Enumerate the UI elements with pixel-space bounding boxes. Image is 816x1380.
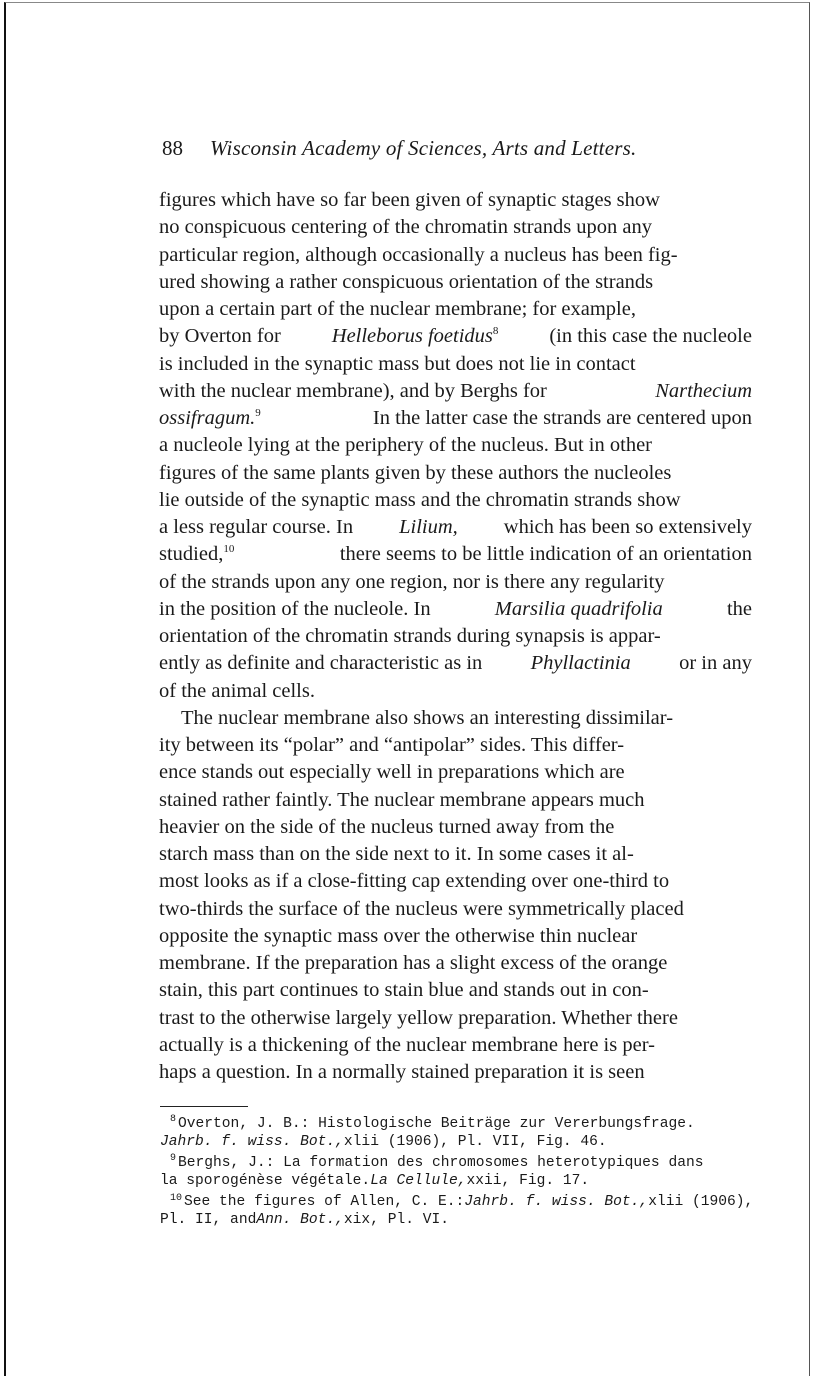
text-line: a less regular course. In Lilium, which has been so extensively bbox=[159, 514, 752, 541]
text-line: heavier on the side of the nucleus turned away from the bbox=[159, 815, 615, 838]
taxon-name: Marsilia quadrifolia bbox=[494, 597, 663, 620]
text-line: ossifragum.$^9$ In the latter case the strands are centered upon bbox=[159, 407, 752, 429]
text-line: trast to the otherwise largely yellow preparation. Whether there bbox=[159, 1006, 678, 1029]
footnote-ref: 10 bbox=[223, 543, 235, 556]
footnote-marker: 10 bbox=[170, 1192, 183, 1204]
text-line: membrane. If the preparation has a slight excess of the orange bbox=[159, 952, 668, 974]
text-line: starch mass than on the side next to it. In some cases it al- bbox=[159, 843, 634, 865]
footnote-8: $^8$ Overton, J. B.: Histologische Beiträge zur Vererbungsfrage. Jahrb. f. wiss. Bot., xlii (1906), Pl. VII, Fig. 46. bbox=[160, 1114, 695, 1150]
taxon-name: Helleborus foetidus bbox=[331, 325, 493, 348]
text-line: is included in the synaptic mass but does not lie in contact bbox=[159, 352, 636, 375]
footnote-9: $^9$ Berghs, J.: La formation des chromosomes heterotypiques dans la sporogénèse végétale. La Cellule, xxii, Fig. 17. bbox=[160, 1153, 704, 1189]
text-line: ity between its “polar” and “antipolar” sides. This differ- bbox=[159, 734, 625, 756]
text-line: ence stands out especially well in preparations which are bbox=[159, 761, 625, 784]
text-line: by Overton for Helleborus foetidus$^8$ (in this case the nucleole bbox=[159, 325, 752, 348]
text-line: The nuclear membrane also shows an interesting dissimilar- bbox=[181, 706, 674, 729]
footnote-10: $^{10}$ See the figures of Allen, C. E.: Jahrb. f. wiss. Bot., xlii (1906), Pl. II, and Ann. Bot., xix, Pl. VI. bbox=[160, 1192, 754, 1228]
text-line: upon a certain part of the nuclear membrane; for example, bbox=[159, 298, 636, 320]
journal-title: Jahrb. f. wiss. Bot., bbox=[464, 1194, 649, 1211]
text-line: figures of the same plants given by these authors the nucleoles bbox=[159, 461, 672, 484]
footnote-ref: 9 bbox=[255, 407, 261, 420]
footnote-rule bbox=[160, 1106, 248, 1107]
text-line: two-thirds the surface of the nucleus were symmetrically placed bbox=[159, 897, 684, 920]
text-line: no conspicuous centering of the chromatin strands upon any bbox=[159, 216, 653, 239]
text-line: studied,$^{10}$ there seems to be little indication of an orientation bbox=[159, 543, 752, 566]
footnote-marker: 8 bbox=[170, 1114, 177, 1126]
taxon-name: ossifragum. bbox=[159, 407, 256, 429]
text-line: stained rather faintly. The nuclear membrane appears much bbox=[159, 788, 645, 811]
footnote-marker: 9 bbox=[170, 1153, 177, 1165]
text-line: of the animal cells. bbox=[159, 679, 315, 702]
text-line: most looks as if a close-fitting cap extending over one-third to bbox=[159, 870, 670, 893]
text-line: ently as definite and characteristic as in Phyllactinia or in any bbox=[159, 650, 752, 677]
journal-title: Ann. Bot., bbox=[256, 1211, 344, 1228]
text-line: particular region, although occasionally a nucleus has been fig- bbox=[159, 243, 678, 266]
text-line: stain, this part continues to stain blue and stands out in con- bbox=[159, 979, 649, 1002]
journal-title: La Cellule, bbox=[370, 1172, 467, 1189]
text-line: in the position of the nucleole. In Marsilia quadrifolia the bbox=[159, 596, 752, 623]
footnotes bbox=[160, 1116, 752, 1234]
text-line: actually is a thickening of the nuclear membrane here is per- bbox=[159, 1033, 655, 1056]
journal-title: Jahrb. f. wiss. Bot., bbox=[160, 1133, 344, 1150]
footnote-ref: 8 bbox=[492, 325, 499, 338]
text-line: of the strands upon any one region, nor is there any regularity bbox=[159, 570, 665, 593]
text-line: figures which have so far been given of synaptic stages show bbox=[159, 189, 660, 211]
taxon-name: Phyllactinia bbox=[530, 652, 631, 675]
text-line: orientation of the chromatin strands during synapsis is appar- bbox=[159, 625, 661, 647]
text-line: lie outside of the synaptic mass and the chromatin strands show bbox=[159, 488, 681, 511]
running-title: Wisconsin Academy of Sciences, Arts and Letters. bbox=[210, 136, 637, 160]
text-line: with the nuclear membrane), and by Berghs for Narthecium bbox=[159, 378, 752, 405]
page-number: 88 bbox=[162, 136, 183, 160]
body-text bbox=[159, 187, 752, 1086]
text-line: opposite the synaptic mass over the otherwise thin nuclear bbox=[159, 924, 638, 947]
text-line: a nucleole lying at the periphery of the nucleus. But in other bbox=[159, 434, 652, 457]
taxon-name: Narthecium bbox=[655, 379, 752, 402]
running-header bbox=[162, 136, 756, 161]
text-line: ured showing a rather conspicuous orientation of the strands bbox=[159, 270, 654, 293]
text-line: haps a question. In a normally stained preparation it is seen bbox=[159, 1061, 645, 1083]
taxon-name: Lilium, bbox=[399, 516, 458, 538]
